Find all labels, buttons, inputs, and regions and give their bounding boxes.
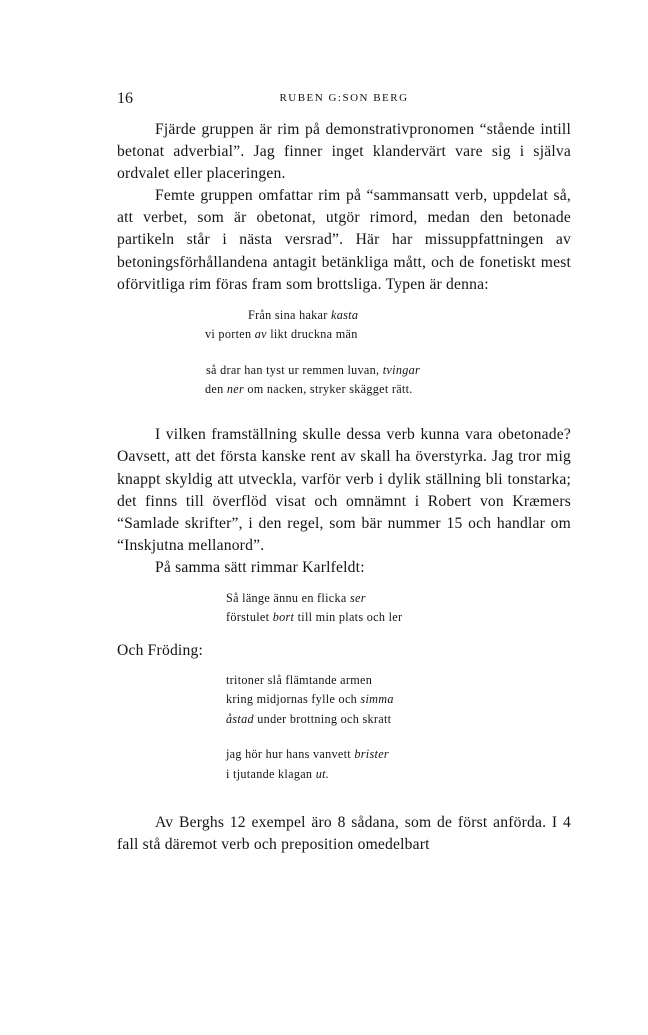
- verse-line: jag hör hur hans vanvett brister: [226, 747, 389, 762]
- verse-line: vi porten av likt druckna män: [205, 327, 358, 342]
- verse-quote-2: [205, 361, 571, 400]
- paragraph-froding: Och Fröding:: [117, 641, 203, 659]
- verse-line: Från sina hakar kasta: [248, 307, 359, 322]
- verse-quote-froding-1: [226, 671, 571, 729]
- paragraph-framstallning: I vilken framställning skulle dessa verb kunna vara obetonade? Oavsett, att det första kanske rent av skall ha överstyrka. Jag tror mig knappt skyldig att utveckla, varför verb i dylik ställning bli tonstarka; det finns till överflöd visat och omnämnt i Robert von Kræmers “Samlade skrifter”, i den regel, som bär nummer 15 och handlar om “Inskjutna mellanord”.: [117, 426, 571, 554]
- verse-line: förstulet bort till min plats och ler: [226, 610, 403, 625]
- paragraph-karlfeldt: På samma sätt rimmar Karlfeldt:: [155, 558, 365, 576]
- verse-quote-1: [205, 306, 571, 345]
- verse-line: åstad under brottning och skratt: [226, 711, 392, 726]
- page-header: [117, 90, 571, 110]
- verse-quote-froding-2: [226, 745, 571, 784]
- paragraph-berghs-exempel: Av Berghs 12 exempel äro 8 sådana, som de först anförda. I 4 fall stå däremot verb och preposition omedelbart: [117, 813, 571, 854]
- running-head: RUBEN G:SON BERG: [279, 92, 409, 104]
- verse-quote-karlfeldt: [226, 589, 571, 628]
- page-body: [117, 119, 571, 856]
- verse-line: så drar han tyst ur remmen luvan, tvingar: [206, 362, 421, 377]
- verse-line: kring midjornas fylle och simma: [226, 692, 394, 707]
- verse-line: Så länge ännu en flicka ser: [226, 591, 366, 606]
- page-number: 16: [117, 90, 133, 107]
- verse-line: tritoner slå flämtande armen: [226, 672, 373, 687]
- verse-line: den ner om nacken, stryker skägget rätt.: [205, 381, 413, 396]
- verse-line: i tjutande klagan ut.: [226, 766, 330, 781]
- paragraph-femte-gruppen: Femte gruppen omfattar rim på “sammansatt verb, uppdelat så, att verbet, som är obetonat, utgör rimord, medan den betonade partikeln står i nästa versrad”. Här har missuppfattningen av betoningsförhållandena antagit betänkliga mått, och de fonetiskt mest oförvitliga rim föras fram som brottsliga. Typen är denna:: [117, 187, 571, 293]
- paragraph-fjarde-gruppen: Fjärde gruppen är rim på demonstrativpronomen “stående intill betonat adverbial”. Jag finner inget klandervärt vare sig i själva ordvalet eller placeringen.: [117, 121, 571, 183]
